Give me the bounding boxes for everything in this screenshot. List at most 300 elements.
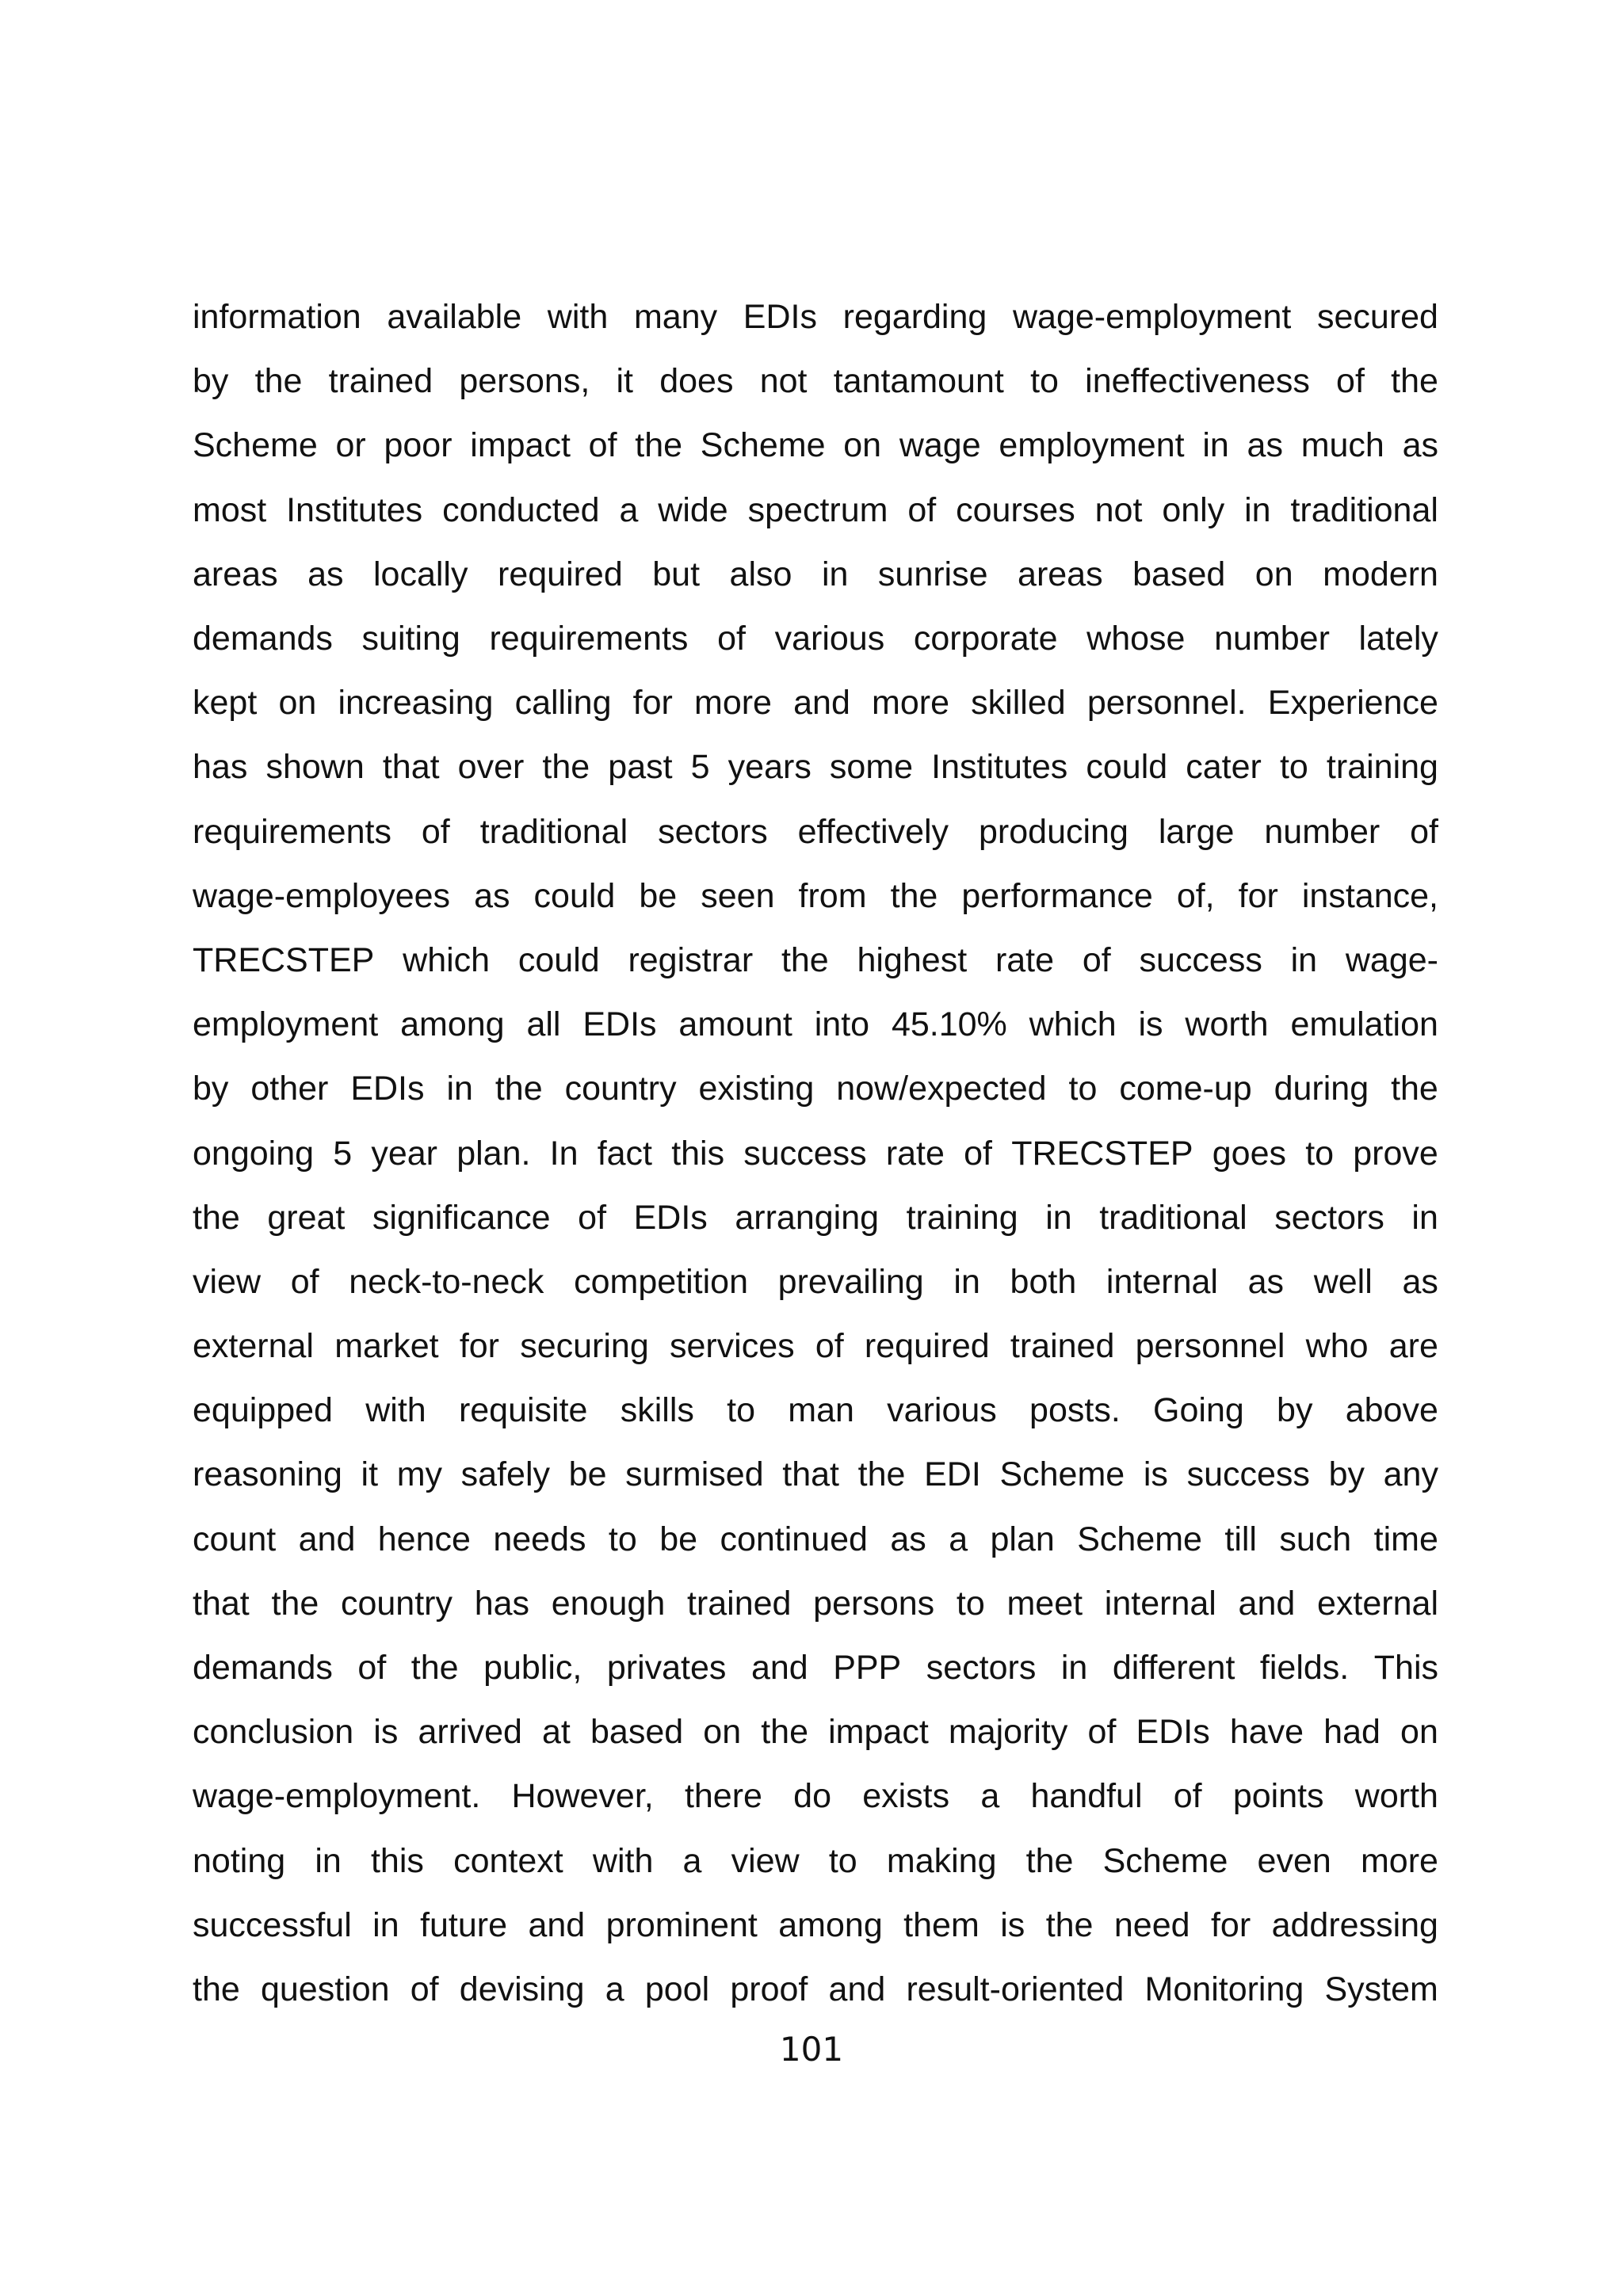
word: is xyxy=(1000,1905,1025,1944)
word: cater xyxy=(1186,748,1262,787)
word: is xyxy=(1138,1005,1163,1044)
word: is xyxy=(373,1713,399,1752)
word: this xyxy=(370,1841,424,1880)
word: in xyxy=(1411,1198,1438,1237)
word: in xyxy=(315,1841,342,1880)
word: traditional xyxy=(479,812,628,851)
word: be xyxy=(639,876,678,915)
word: my xyxy=(396,1455,443,1494)
word: in xyxy=(372,1905,399,1944)
word: sectors xyxy=(926,1649,1037,1688)
word: amount xyxy=(678,1005,792,1044)
word: conclusion xyxy=(193,1713,354,1752)
word: poor xyxy=(384,426,453,465)
word: skilled xyxy=(971,684,1066,723)
word: System xyxy=(1324,1970,1438,2008)
word: come-up xyxy=(1119,1070,1252,1108)
word: with xyxy=(547,298,609,337)
word: demands xyxy=(193,620,333,658)
word: TRECSTEP xyxy=(193,940,375,979)
word: of xyxy=(357,1649,387,1688)
text-line xyxy=(193,671,1438,735)
text-line xyxy=(193,929,1438,993)
word: of xyxy=(410,1970,439,2008)
word: information xyxy=(193,298,361,337)
word: In xyxy=(549,1134,579,1173)
word: significance xyxy=(372,1198,551,1237)
word: wage xyxy=(899,426,981,465)
word: the xyxy=(781,940,829,979)
word: needs xyxy=(493,1520,586,1558)
text-line xyxy=(193,993,1438,1057)
text-line xyxy=(193,1572,1438,1636)
word: during xyxy=(1274,1070,1369,1108)
word: do xyxy=(793,1777,831,1816)
word: producing xyxy=(979,812,1128,851)
word: existing xyxy=(698,1070,815,1108)
word: the xyxy=(271,1584,319,1623)
word: by xyxy=(193,1070,229,1108)
word: securing xyxy=(520,1327,649,1366)
text-line xyxy=(193,1958,1438,2022)
text-line xyxy=(193,1443,1438,1507)
word: competition xyxy=(574,1262,748,1301)
word: number xyxy=(1264,812,1381,851)
word: view xyxy=(731,1841,800,1880)
word: of xyxy=(290,1262,319,1301)
word: wage-employees xyxy=(193,876,451,915)
word: corporate xyxy=(913,620,1058,658)
word: sunrise xyxy=(877,555,988,593)
word: the xyxy=(193,1198,240,1237)
word: of xyxy=(1087,1713,1117,1752)
word: market xyxy=(334,1327,439,1366)
word: external xyxy=(193,1327,314,1366)
word: personnel xyxy=(1135,1327,1285,1366)
word: rate xyxy=(995,940,1055,979)
word: as xyxy=(474,876,510,915)
word: in xyxy=(1045,1198,1072,1237)
word: internal xyxy=(1104,1584,1216,1623)
word: increasing xyxy=(338,684,494,723)
word: services xyxy=(669,1327,795,1366)
text-line xyxy=(193,864,1438,929)
word: more xyxy=(1360,1841,1438,1880)
word: the xyxy=(254,362,303,401)
word: trained xyxy=(1010,1327,1115,1366)
word: in xyxy=(446,1070,473,1108)
word: instance, xyxy=(1301,876,1438,915)
word: performance xyxy=(961,876,1153,915)
word: goes xyxy=(1212,1134,1286,1173)
word: them xyxy=(903,1905,980,1944)
word: training xyxy=(1326,748,1438,787)
word: great xyxy=(267,1198,346,1237)
text-line xyxy=(193,800,1438,864)
word: who xyxy=(1305,1327,1369,1366)
word: conducted xyxy=(442,490,600,529)
word: had xyxy=(1323,1713,1381,1752)
word: to xyxy=(828,1841,857,1880)
word: making xyxy=(886,1841,997,1880)
text-line xyxy=(193,1250,1438,1314)
word: till xyxy=(1224,1520,1257,1558)
word: among xyxy=(400,1005,505,1044)
word: the xyxy=(1391,1070,1438,1108)
word: does xyxy=(659,362,734,401)
word: Scheme xyxy=(999,1455,1125,1494)
word: could xyxy=(517,940,600,979)
word: ineffectiveness xyxy=(1085,362,1310,401)
word: EDIs xyxy=(633,1198,708,1237)
word: the xyxy=(193,1970,240,2008)
word: to xyxy=(1279,748,1308,787)
word: fields. xyxy=(1259,1649,1350,1688)
word: trained xyxy=(686,1584,792,1623)
word: to xyxy=(608,1520,637,1558)
word: handful xyxy=(1030,1777,1143,1816)
word: has xyxy=(474,1584,530,1623)
word: more xyxy=(872,684,949,723)
word: Scheme xyxy=(1102,1841,1228,1880)
word: country xyxy=(564,1070,677,1108)
word: emulation xyxy=(1290,1005,1438,1044)
word: among xyxy=(778,1905,883,1944)
word: kept xyxy=(193,684,258,723)
word: the xyxy=(1025,1841,1074,1880)
word: time xyxy=(1373,1520,1438,1558)
word: external xyxy=(1317,1584,1438,1623)
word: even xyxy=(1257,1841,1331,1880)
word: into xyxy=(814,1005,870,1044)
word: year xyxy=(371,1134,437,1173)
word: noting xyxy=(193,1841,286,1880)
word: Scheme xyxy=(700,426,826,465)
word: persons xyxy=(813,1584,935,1623)
text-line xyxy=(193,543,1438,607)
word: highest xyxy=(857,940,968,979)
word: such xyxy=(1279,1520,1352,1558)
word: both xyxy=(1010,1262,1077,1301)
word: are xyxy=(1388,1327,1438,1366)
word: it xyxy=(361,1455,379,1494)
body-paragraph xyxy=(193,285,1438,2022)
word: but xyxy=(652,555,701,593)
word: to xyxy=(727,1391,756,1430)
word: requisite xyxy=(458,1391,588,1430)
word: of, xyxy=(1176,876,1215,915)
word: much xyxy=(1300,426,1384,465)
word: requirements xyxy=(193,812,391,851)
word: of xyxy=(1410,812,1438,851)
word: effectively xyxy=(797,812,949,851)
word: could xyxy=(533,876,616,915)
word: a xyxy=(949,1520,968,1558)
word: as xyxy=(890,1520,926,1558)
word: calling xyxy=(514,684,612,723)
word: over xyxy=(457,748,525,787)
word: to xyxy=(956,1584,985,1623)
word: to xyxy=(1305,1134,1335,1173)
word: 5 xyxy=(333,1134,353,1173)
word: reasoning xyxy=(193,1455,342,1494)
word: a xyxy=(619,490,639,529)
word: enough xyxy=(551,1584,666,1623)
word: as xyxy=(1247,426,1283,465)
word: shown xyxy=(265,748,365,787)
word: could xyxy=(1086,748,1168,787)
word: worth xyxy=(1185,1005,1269,1044)
word: count xyxy=(193,1520,277,1558)
word: arrived xyxy=(418,1713,522,1752)
page-number: 101 xyxy=(779,2030,844,2069)
word: in xyxy=(1244,490,1271,529)
word: more xyxy=(694,684,772,723)
word: to xyxy=(1030,362,1059,401)
word: on xyxy=(1400,1713,1438,1752)
word: registrar xyxy=(628,940,754,979)
word: areas xyxy=(1018,555,1103,593)
word: courses xyxy=(956,490,1075,529)
text-line xyxy=(193,1186,1438,1250)
word: of xyxy=(717,620,746,658)
word: secured xyxy=(1316,298,1438,337)
text-line xyxy=(193,607,1438,671)
word: which xyxy=(1029,1005,1117,1044)
word: the xyxy=(857,1455,906,1494)
word: all xyxy=(526,1005,561,1044)
word: hence xyxy=(377,1520,471,1558)
text-line xyxy=(193,735,1438,799)
word: many xyxy=(633,298,718,337)
word: from xyxy=(798,876,867,915)
word: plan xyxy=(990,1520,1055,1558)
word: modern xyxy=(1323,555,1438,593)
word: success xyxy=(743,1134,867,1173)
word: now/expected xyxy=(836,1070,1047,1108)
word: in xyxy=(1290,940,1318,979)
word: some xyxy=(829,748,914,787)
word: arranging xyxy=(735,1198,880,1237)
word: on xyxy=(703,1713,742,1752)
word: impact xyxy=(470,426,571,465)
text-line xyxy=(193,1121,1438,1185)
text-line xyxy=(193,285,1438,349)
text-line xyxy=(193,1508,1438,1572)
word: large xyxy=(1158,812,1235,851)
word: have xyxy=(1229,1713,1304,1752)
word: wage- xyxy=(1345,940,1438,979)
word: question xyxy=(260,1970,390,2008)
word: or xyxy=(335,426,366,465)
text-line xyxy=(193,1314,1438,1379)
word: for xyxy=(632,684,673,723)
word: ongoing xyxy=(193,1134,315,1173)
word: safely xyxy=(460,1455,551,1494)
word: which xyxy=(403,940,491,979)
word: future xyxy=(420,1905,508,1944)
word: suiting xyxy=(361,620,460,658)
word: different xyxy=(1112,1649,1235,1688)
word: also xyxy=(729,555,792,593)
word: trained xyxy=(328,362,433,401)
word: of xyxy=(421,812,450,851)
word: be xyxy=(568,1455,607,1494)
word: number xyxy=(1214,620,1330,658)
word: pool xyxy=(644,1970,710,2008)
word: context xyxy=(453,1841,563,1880)
word: to xyxy=(1068,1070,1098,1108)
word: that xyxy=(382,748,440,787)
word: prevailing xyxy=(777,1262,924,1301)
word: a xyxy=(682,1841,702,1880)
text-line xyxy=(193,1829,1438,1894)
word: and xyxy=(793,684,850,723)
word: impact xyxy=(828,1713,929,1752)
word: rate xyxy=(885,1134,945,1173)
word: sectors xyxy=(658,812,768,851)
word: and xyxy=(828,1970,886,2008)
text-line xyxy=(193,1764,1438,1829)
word: sectors xyxy=(1274,1198,1384,1237)
word: Going xyxy=(1153,1391,1244,1430)
word: by xyxy=(1277,1391,1313,1430)
word: requirements xyxy=(489,620,689,658)
word: there xyxy=(684,1777,762,1816)
text-line xyxy=(193,1700,1438,1764)
word: well xyxy=(1313,1262,1373,1301)
word: and xyxy=(298,1520,356,1558)
word: the xyxy=(411,1649,459,1688)
word: past xyxy=(608,748,673,787)
word: a xyxy=(605,1970,624,2008)
word: view xyxy=(193,1262,262,1301)
word: internal xyxy=(1106,1262,1218,1301)
word: the xyxy=(890,876,938,915)
word: training xyxy=(906,1198,1018,1237)
word: and xyxy=(1238,1584,1296,1623)
word: is xyxy=(1143,1455,1168,1494)
word: be xyxy=(659,1520,698,1558)
word: Monitoring xyxy=(1144,1970,1304,2008)
word: most xyxy=(193,490,267,529)
word: majority xyxy=(948,1713,1068,1752)
word: required xyxy=(864,1327,990,1366)
word: of xyxy=(578,1198,607,1237)
word: for xyxy=(1210,1905,1251,1944)
word: areas xyxy=(193,555,278,593)
word: EDIs xyxy=(350,1070,425,1108)
word: as xyxy=(1402,1262,1438,1301)
word: need xyxy=(1113,1905,1190,1944)
word: 45.10% xyxy=(891,1005,1007,1044)
word: EDIs xyxy=(582,1005,657,1044)
word: wage-employment. xyxy=(193,1777,481,1816)
word: above xyxy=(1345,1391,1438,1430)
word: the xyxy=(1391,362,1438,401)
word: employment xyxy=(999,426,1185,465)
word: Scheme xyxy=(1077,1520,1202,1558)
word: continued xyxy=(720,1520,868,1558)
text-line xyxy=(193,414,1438,478)
word: whose xyxy=(1086,620,1186,658)
word: by xyxy=(193,362,229,401)
word: seen xyxy=(701,876,775,915)
word: the xyxy=(1045,1905,1094,1944)
word: success xyxy=(1139,940,1262,979)
word: persons, xyxy=(459,362,590,401)
word: based xyxy=(590,1713,684,1752)
word: privates xyxy=(606,1649,727,1688)
word: PPP xyxy=(833,1649,902,1688)
word: of xyxy=(907,490,937,529)
word: with xyxy=(592,1841,654,1880)
word: Experience xyxy=(1267,684,1438,723)
word: the xyxy=(761,1713,809,1752)
word: years xyxy=(727,748,812,787)
word: required xyxy=(498,555,623,593)
text-line xyxy=(193,479,1438,543)
word: traditional xyxy=(1099,1198,1247,1237)
word: equipped xyxy=(193,1391,333,1430)
word: and xyxy=(750,1649,808,1688)
word: in xyxy=(1060,1649,1088,1688)
word: man xyxy=(788,1391,854,1430)
word: fact xyxy=(597,1134,652,1173)
word: tantamount xyxy=(833,362,1004,401)
word: based xyxy=(1132,555,1226,593)
word: devising xyxy=(459,1970,585,2008)
word: the xyxy=(635,426,683,465)
word: of xyxy=(815,1327,844,1366)
word: public, xyxy=(483,1649,582,1688)
word: regarding xyxy=(842,298,987,337)
word: However, xyxy=(511,1777,654,1816)
word: of xyxy=(588,426,617,465)
word: EDIs xyxy=(1136,1713,1210,1752)
word: various xyxy=(887,1391,997,1430)
word: the xyxy=(542,748,590,787)
word: on xyxy=(843,426,882,465)
word: available xyxy=(387,298,522,337)
word: not xyxy=(759,362,808,401)
word: exists xyxy=(862,1777,950,1816)
word: and xyxy=(528,1905,586,1944)
word: posts. xyxy=(1029,1391,1121,1430)
word: proof xyxy=(730,1970,808,2008)
word: demands xyxy=(193,1649,333,1688)
text-line xyxy=(193,1379,1438,1443)
word: addressing xyxy=(1271,1905,1438,1944)
word: meet xyxy=(1006,1584,1083,1623)
word: not xyxy=(1094,490,1143,529)
word: in xyxy=(953,1262,980,1301)
word: Institutes xyxy=(286,490,423,529)
word: surmised xyxy=(625,1455,764,1494)
word: worth xyxy=(1354,1777,1438,1816)
word: wide xyxy=(658,490,728,529)
word: in xyxy=(821,555,849,593)
word: that xyxy=(193,1584,250,1623)
word: This xyxy=(1373,1649,1438,1688)
word: locally xyxy=(373,555,468,593)
word: EDI xyxy=(924,1455,981,1494)
word: Institutes xyxy=(931,748,1068,787)
word: 5 xyxy=(690,748,710,787)
text-line xyxy=(193,1057,1438,1121)
word: at xyxy=(542,1713,571,1752)
text-line xyxy=(193,1636,1438,1700)
